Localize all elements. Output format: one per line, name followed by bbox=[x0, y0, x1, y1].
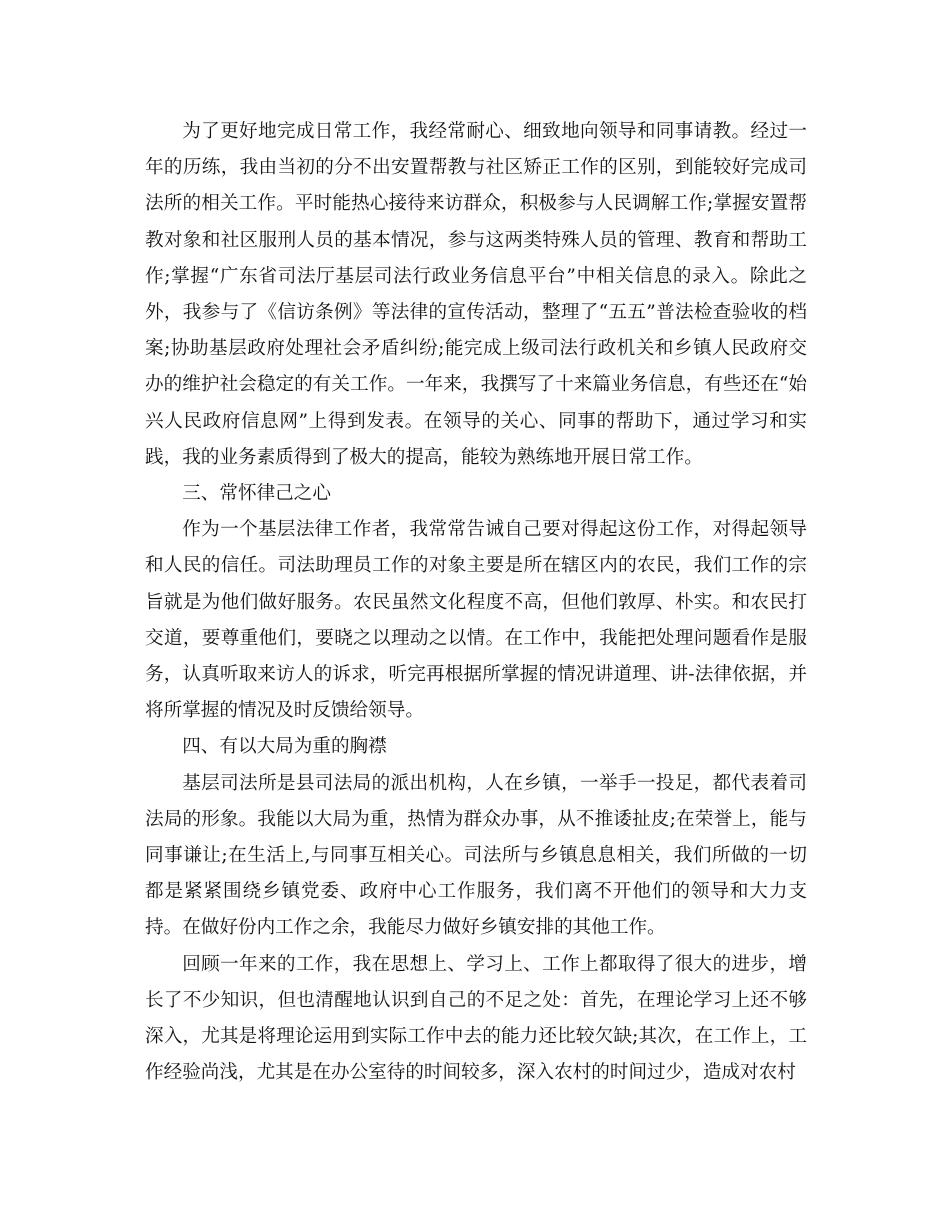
paragraph-overall-situation: 基层司法所是县司法局的派出机构，人在乡镇，一举手一投足，都代表着司法局的形象。我能以大局为重，热情为群众办事，从不推诿扯皮;在荣誉上，能与同事谦让;在生活上,与同事互相关心。司法所与乡镇息息相关，我们所做的一切都是紧紧围绕乡镇党委、政府中心工作服务，我们离不开他们的领导和大力支持。在做好份内工作之余，我能尽力做好乡镇安排的其他工作。 bbox=[145, 772, 807, 939]
paragraph-self-discipline: 作为一个基层法律工作者，我常常告诫自己要对得起这份工作，对得起领导和人民的信任。司法助理员工作的对象主要是所在辖区内的农民，我们工作的宗旨就是为他们做好服务。农民虽然文化程度不高，但他们敦厚、朴实。和农民打交道，要尊重他们，要晓之以理动之以情。在工作中，我能把处理问题看作是服务，认真听取来访人的诉求，听完再根据所掌握的情况讲道理、讲-法律依据，并将所掌握的情况及时反馈给领导。 bbox=[145, 519, 807, 722]
paragraph-work-summary: 为了更好地完成日常工作，我经常耐心、细致地向领导和同事请教。经过一年的历练，我由当初的分不出安置帮教与社区矫正工作的区别，到能较好完成司法所的相关工作。平时能热心接待来访群众，积极参与人民调解工作;掌握安置帮教对象和社区服刑人员的基本情况，参与这两类特殊人员的管理、教育和帮助工作;掌握“广东省司法厅基层司法行政业务信息平台”中相关信息的录入。除此之外，我参与了《信访条例》等法律的宣传活动，整理了“五五”普法检查验收的档案;协助基层政府处理社会矛盾纠纷;能完成上级司法行政机关和乡镇人民政府交办的维护社会稳定的有关工作。一年来，我撰写了十来篇业务信息，有些还在“始兴人民政府信息网”上得到发表。在领导的关心、同事的帮助下，通过学习和实践，我的业务素质得到了极大的提高，能较为熟练地开展日常工作。 bbox=[145, 121, 807, 468]
section-heading-self-discipline: 三、常怀律己之心 bbox=[182, 483, 331, 505]
document-body bbox=[145, 114, 807, 1091]
paragraph-review: 回顾一年来的工作，我在思想上、学习上、工作上都取得了很大的进步，增长了不少知识，但也清醒地认识到自己的不足之处：首先，在理论学习上还不够深入，尤其是将理论运用到实际工作中去的能力还比较欠缺;其次，在工作上，工作经验尚浅，尤其是在办公室待的时间较多，深入农村的时间过少，造成对农村 bbox=[145, 953, 807, 1084]
section-heading-overall-situation: 四、有以大局为重的胸襟 bbox=[182, 736, 387, 758]
